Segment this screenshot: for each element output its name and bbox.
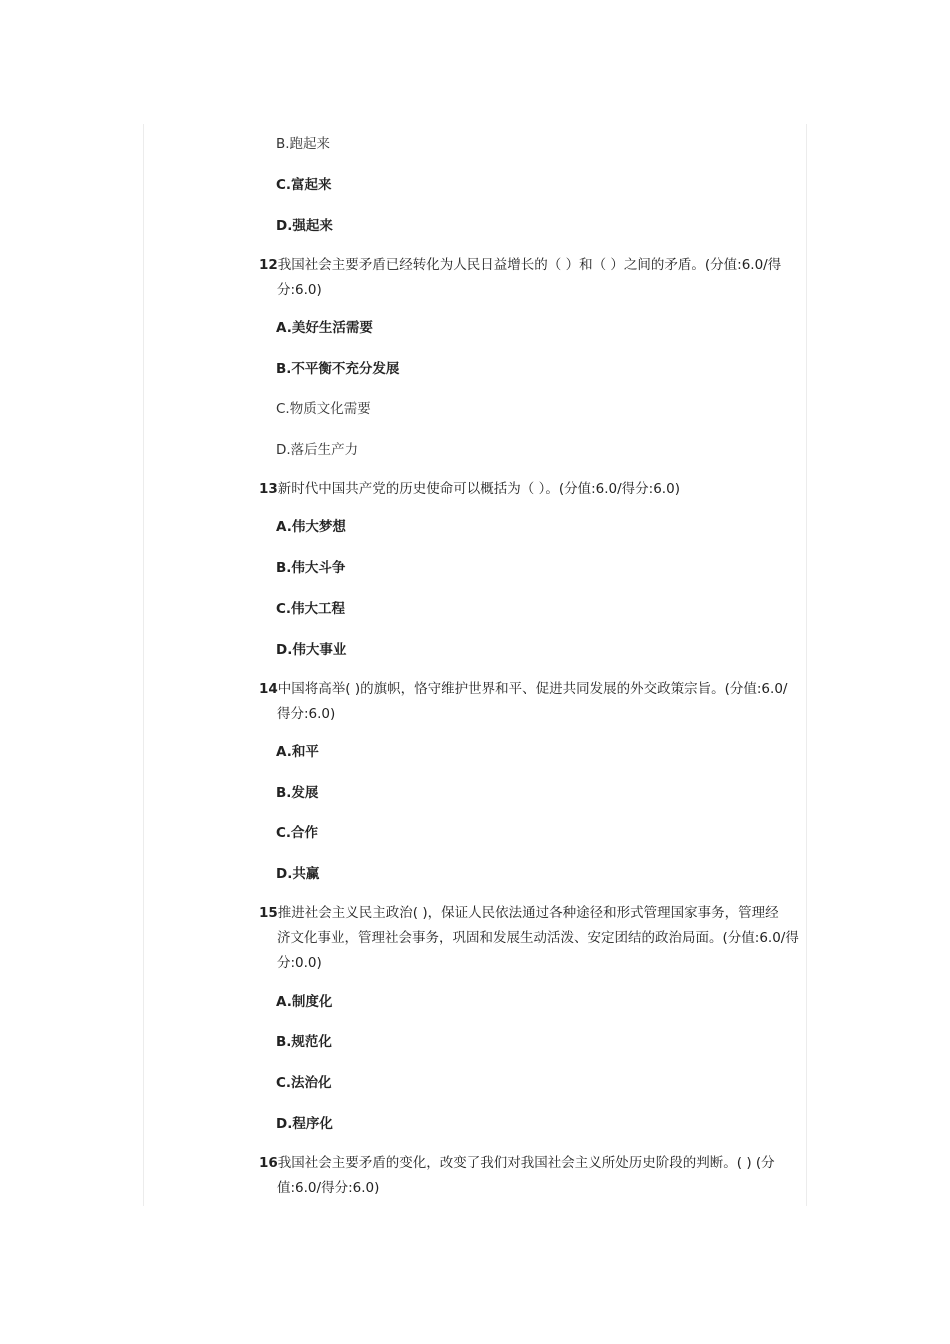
q13-line-1: 新时代中国共产党的历史使命可以概括为（ ）。(分值:6.0/得分:6.0) (277, 481, 680, 497)
q14-option-b[interactable]: B.发展 (276, 785, 319, 801)
q15-option-d[interactable]: D.程序化 (276, 1116, 333, 1132)
q12-option-c[interactable]: C.物质文化需要 (276, 401, 371, 417)
q15-question (259, 901, 779, 926)
q11-option-d[interactable]: D.强起来 (276, 218, 333, 234)
q14-line-2: 得分:6.0) (277, 706, 336, 722)
page-frame (143, 124, 807, 1206)
q13-option-a[interactable]: A.伟大梦想 (276, 519, 346, 535)
q14-option-c[interactable]: C.合作 (276, 825, 319, 841)
q14-option-a[interactable]: A.和平 (276, 744, 319, 760)
q16-line-1: 我国社会主要矛盾的变化，改变了我们对我国社会主义所处历史阶段的判断。( ) (分 (277, 1155, 775, 1171)
q13-option-d[interactable]: D.伟大事业 (276, 642, 347, 658)
q15-option-b[interactable]: B.规范化 (276, 1034, 332, 1050)
q15-option-a[interactable]: A.制度化 (276, 994, 333, 1010)
q15-line-1: 推进社会主义民主政治( )，保证人民依法通过各种途径和形式管理国家事务，管理经 (277, 905, 779, 921)
q16-line-2: 值:6.0/得分:6.0) (277, 1180, 380, 1196)
q11-option-b[interactable]: B.跑起来 (276, 136, 331, 152)
q12-option-b[interactable]: B.不平衡不充分发展 (276, 361, 400, 377)
q12-question (259, 253, 781, 278)
q12-line-1: 我国社会主要矛盾已经转化为人民日益增长的（ ）和（ ）之间的矛盾。(分值:6.0/得 (277, 257, 782, 273)
q13-number: 13 (259, 481, 278, 497)
q13-option-c[interactable]: C.伟大工程 (276, 601, 346, 617)
q14-option-d[interactable]: D.共赢 (276, 866, 320, 882)
q16-question (259, 1151, 775, 1176)
q12-option-d[interactable]: D.落后生产力 (276, 442, 359, 458)
q15-number: 15 (259, 905, 278, 921)
q11-option-c[interactable]: C.富起来 (276, 177, 332, 193)
q15-line-2: 济文化事业，管理社会事务，巩固和发展生动活泼、安定团结的政治局面。(分值:6.0/得 (277, 930, 799, 946)
q15-option-c[interactable]: C.法治化 (276, 1075, 332, 1091)
q14-line-1: 中国将高举( )的旗帜，恪守维护世界和平、促进共同发展的外交政策宗旨。(分值:6.0/ (277, 681, 788, 697)
q13-option-b[interactable]: B.伟大斗争 (276, 560, 346, 576)
q12-option-a[interactable]: A.美好生活需要 (276, 320, 373, 336)
q14-question (259, 677, 787, 702)
q15-line-3: 分:0.0) (277, 955, 322, 971)
q13-question (259, 477, 680, 502)
q16-number: 16 (259, 1155, 278, 1171)
q14-number: 14 (259, 681, 278, 697)
q12-number: 12 (259, 257, 278, 273)
q12-line-2: 分:6.0) (277, 282, 322, 298)
